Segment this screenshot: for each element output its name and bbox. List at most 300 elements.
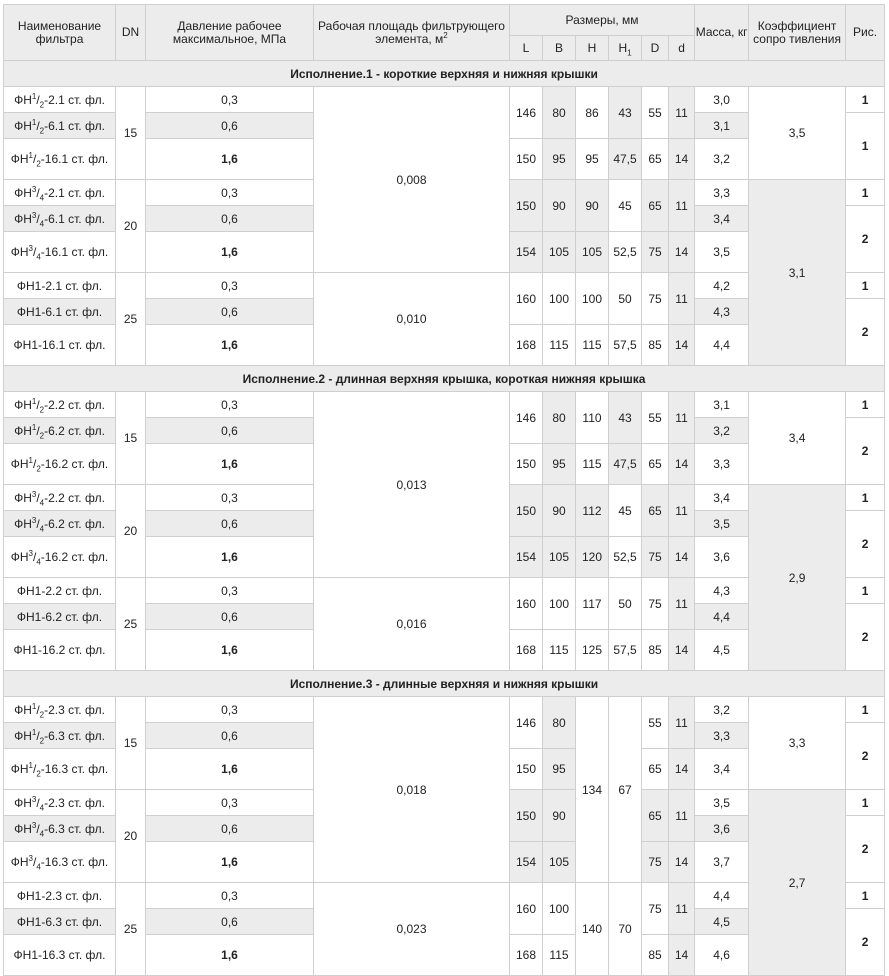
header-B: B <box>543 36 576 61</box>
dim-h1-cell: 52,5 <box>609 537 642 578</box>
filter-name-prefix: ФН <box>10 550 29 564</box>
header-H: H <box>576 36 609 61</box>
filter-name-suffix: -6.2 ст. фл. <box>44 516 105 531</box>
header-area <box>314 5 510 61</box>
header-coef: Коэффициент сопро тивления <box>749 5 846 61</box>
dim-d-cell: 65 <box>642 749 669 790</box>
pressure-cell: 0,6 <box>146 113 314 139</box>
filter-name-suffix: -2.3 ст. фл. <box>44 795 105 810</box>
table-row <box>4 87 885 113</box>
area-cell: 0,013 <box>314 392 510 578</box>
figure-cell: 1 <box>846 485 885 511</box>
dim-d-cell: 65 <box>642 444 669 485</box>
area-cell: 0,010 <box>314 273 510 366</box>
dn-cell: 25 <box>116 273 146 366</box>
figure-cell: 1 <box>846 113 885 180</box>
pressure-cell: 0,3 <box>146 578 314 604</box>
mass-cell: 3,5 <box>695 511 749 537</box>
header-H1-sub: 1 <box>627 47 632 57</box>
pressure-cell: 1,6 <box>146 139 314 180</box>
dim-d-cell: 55 <box>642 392 669 444</box>
dim-d-cell: 75 <box>642 537 669 578</box>
dim-b-cell: 90 <box>543 180 576 232</box>
coef-cell: 3,1 <box>749 180 846 366</box>
dim-b-cell: 95 <box>543 139 576 180</box>
filter-name: $ФН^1/_2-6.1$ ст. фл. <box>4 113 116 139</box>
figure-cell: 2 <box>846 511 885 578</box>
pressure-cell: 1,6 <box>146 444 314 485</box>
filter-name-prefix: ФН1-2.2 ст. фл. <box>16 583 103 598</box>
dim-d-cell: 75 <box>642 232 669 273</box>
filter-name: $ФН^1/_2-6.3$ ст. фл. <box>4 723 116 749</box>
filter-name-sup: 1 <box>31 422 37 432</box>
filter-name-sup: 3 <box>28 549 33 558</box>
filter-name: $ФН^1/_2-2.1$ ст. фл. <box>4 87 116 113</box>
dim-d-cell: 11 <box>669 485 695 537</box>
filter-name-prefix: ФН1-16.1 ст. фл. <box>13 338 106 352</box>
filter-name-suffix: -16.3 ст. фл. <box>40 855 109 869</box>
figure-cell: 1 <box>846 697 885 723</box>
dim-h1-cell: 67 <box>609 697 642 883</box>
dim-d-cell: 75 <box>642 273 669 325</box>
dim-b-cell: 90 <box>543 790 576 842</box>
filter-name-sup: 3 <box>31 210 37 220</box>
dim-b-cell: 80 <box>543 392 576 444</box>
dim-h-cell: 86 <box>576 87 609 139</box>
dim-d-cell: 14 <box>669 232 695 273</box>
dim-d-cell: 11 <box>669 180 695 232</box>
mass-cell: 3,2 <box>695 418 749 444</box>
figure-cell: 2 <box>846 723 885 790</box>
filter-name-sup: 1 <box>31 727 37 737</box>
filter-name-prefix: ФН <box>14 490 32 505</box>
dim-d-cell: 11 <box>669 697 695 749</box>
mass-cell: 3,3 <box>695 723 749 749</box>
filter-name-prefix: ФН <box>14 516 32 531</box>
dim-d-cell: 75 <box>642 883 669 935</box>
dim-h-cell: 105 <box>576 232 609 273</box>
filter-name-prefix: ФН <box>14 728 32 743</box>
pressure-cell: 0,6 <box>146 604 314 630</box>
dim-h-cell: 95 <box>576 139 609 180</box>
header-D: D <box>642 36 669 61</box>
pressure-cell: 0,3 <box>146 273 314 299</box>
header-area-text: Рабочая площадь фильтрующего элемента, м <box>318 18 505 46</box>
filter-name-sup: 3 <box>31 820 37 830</box>
dim-h1-cell: 47,5 <box>609 139 642 180</box>
dim-l-cell: 146 <box>510 87 543 139</box>
figure-cell: 1 <box>846 392 885 418</box>
mass-cell: 4,3 <box>695 299 749 325</box>
pressure-cell: 0,3 <box>146 180 314 206</box>
mass-cell: 3,3 <box>695 180 749 206</box>
dim-d-cell: 65 <box>642 485 669 537</box>
figure-cell: 2 <box>846 816 885 883</box>
dim-d-cell: 14 <box>669 935 695 976</box>
dim-d-cell: 14 <box>669 139 695 180</box>
dim-h-cell: 115 <box>576 325 609 366</box>
figure-cell: 1 <box>846 883 885 909</box>
dn-cell: 25 <box>116 578 146 671</box>
dim-d-cell: 65 <box>642 139 669 180</box>
dn-cell: 15 <box>116 392 146 485</box>
dim-l-cell: 150 <box>510 485 543 537</box>
mass-cell: 4,4 <box>695 604 749 630</box>
mass-cell: 3,1 <box>695 113 749 139</box>
dim-h-cell: 90 <box>576 180 609 232</box>
mass-cell: 3,4 <box>695 749 749 790</box>
dim-d-cell: 11 <box>669 790 695 842</box>
dim-h1-cell: 43 <box>609 392 642 444</box>
mass-cell: 3,2 <box>695 697 749 723</box>
filter-name: $ФН^1/_2-16.1$ ст. фл. <box>4 139 116 180</box>
dim-h1-cell: 57,5 <box>609 325 642 366</box>
dim-h-cell: 115 <box>576 444 609 485</box>
header-pressure: Давление рабочее максимальное, МПа <box>146 5 314 61</box>
filter-name-sup: 1 <box>28 761 33 770</box>
dim-h1-cell: 45 <box>609 485 642 537</box>
dim-b-cell: 115 <box>543 630 576 671</box>
mass-cell: 4,4 <box>695 325 749 366</box>
pressure-cell: 1,6 <box>146 630 314 671</box>
dim-l-cell: 160 <box>510 578 543 630</box>
dim-b-cell: 100 <box>543 273 576 325</box>
dn-cell: 15 <box>116 697 146 790</box>
dim-b-cell: 80 <box>543 697 576 749</box>
filter-name-sub: 4 <box>39 802 45 812</box>
filter-name <box>4 604 116 630</box>
dim-b-cell: 95 <box>543 444 576 485</box>
dim-l-cell: 168 <box>510 325 543 366</box>
dim-b-cell: 100 <box>543 883 576 935</box>
filter-name-prefix: ФН <box>14 397 32 412</box>
filter-name: $ФН^3/_4-2.1$ ст. фл. <box>4 180 116 206</box>
filter-name-suffix: -6.3 ст. фл. <box>44 728 105 743</box>
dim-h-cell: 125 <box>576 630 609 671</box>
filter-name-suffix: -6.1 ст. фл. <box>44 118 105 133</box>
dim-h-cell: 140 <box>576 883 609 976</box>
dim-d-cell: 14 <box>669 537 695 578</box>
coef-cell: 3,5 <box>749 87 846 180</box>
pressure-cell: 0,3 <box>146 790 314 816</box>
pressure-cell: 0,3 <box>146 392 314 418</box>
figure-cell: 1 <box>846 273 885 299</box>
mass-cell: 3,3 <box>695 444 749 485</box>
dim-b-cell: 80 <box>543 87 576 139</box>
filter-name-sub: 2 <box>39 709 45 719</box>
filter-name: $ФН^1/_2-6.2$ ст. фл. <box>4 418 116 444</box>
section-header-row <box>4 366 885 392</box>
dim-d-cell: 11 <box>669 392 695 444</box>
filter-name-sup: 3 <box>31 794 37 804</box>
section-title: Исполнение.1 - короткие верхняя и нижняя крышки <box>4 61 885 87</box>
dim-h1-cell: 57,5 <box>609 630 642 671</box>
dim-b-cell: 95 <box>543 749 576 790</box>
figure-cell: 1 <box>846 578 885 604</box>
dim-d-cell: 11 <box>669 87 695 139</box>
section-header-row <box>4 671 885 697</box>
dim-h-cell: 112 <box>576 485 609 537</box>
header-mass: Масса, кг <box>695 5 749 61</box>
filter-name-prefix: ФН <box>14 423 32 438</box>
dim-d-cell: 85 <box>642 935 669 976</box>
filter-name-sub: 2 <box>36 464 41 474</box>
filter-name-sup: 1 <box>31 701 37 711</box>
pressure-cell: 0,6 <box>146 909 314 935</box>
header-name: Наименование фильтра <box>4 5 116 61</box>
header-fig: Рис. <box>846 5 885 61</box>
dn-cell: 25 <box>116 883 146 976</box>
filter-name-sup: 3 <box>31 184 37 194</box>
pressure-cell: 1,6 <box>146 935 314 976</box>
filter-name-prefix: ФН <box>14 211 32 226</box>
dim-b-cell: 115 <box>543 325 576 366</box>
filter-name-sub: 2 <box>39 125 45 135</box>
filter-name-sub: 2 <box>39 99 45 109</box>
filter-name-suffix: -2.1 ст. фл. <box>44 92 105 107</box>
filter-name-sub: 2 <box>39 404 45 414</box>
filter-name-suffix: -16.2 ст. фл. <box>40 550 109 564</box>
area-cell: 0,018 <box>314 697 510 883</box>
mass-cell: 3,2 <box>695 139 749 180</box>
filter-name: $ФН^1/_2-2.3$ ст. фл. <box>4 697 116 723</box>
filter-name-sub: 4 <box>39 828 45 838</box>
filter-name-sup: 1 <box>31 396 37 406</box>
filter-name: $ФН^3/_4-2.3$ ст. фл. <box>4 790 116 816</box>
mass-cell: 4,4 <box>695 883 749 909</box>
filter-name-sup: 1 <box>31 91 37 101</box>
dim-d-cell: 14 <box>669 630 695 671</box>
filter-name <box>4 578 116 604</box>
dim-d-cell: 75 <box>642 842 669 883</box>
filter-name-sub: 4 <box>36 557 41 567</box>
dim-d-cell: 14 <box>669 749 695 790</box>
pressure-cell: 0,3 <box>146 697 314 723</box>
coef-cell: 2,9 <box>749 485 846 671</box>
dim-b-cell: 105 <box>543 842 576 883</box>
filter-name-sup: 1 <box>28 456 33 465</box>
section-header-row <box>4 61 885 87</box>
filter-name-sub: 4 <box>39 192 45 202</box>
mass-cell: 4,2 <box>695 273 749 299</box>
filter-name-prefix: ФН <box>14 821 32 836</box>
dim-b-cell: 90 <box>543 485 576 537</box>
header-area-sup: 2 <box>443 30 448 40</box>
dim-l-cell: 150 <box>510 180 543 232</box>
filter-name-sub: 2 <box>39 735 45 745</box>
coef-cell: 3,4 <box>749 392 846 485</box>
area-cell: 0,016 <box>314 578 510 671</box>
dim-h1-cell: 50 <box>609 578 642 630</box>
filter-name-suffix: -2.3 ст. фл. <box>44 702 105 717</box>
filter-name: $ФН^1/_2-16.2$ ст. фл. <box>4 444 116 485</box>
filter-name-sup: 3 <box>28 244 33 253</box>
filter-name-suffix: -6.1 ст. фл. <box>44 211 105 226</box>
filter-name <box>4 325 116 366</box>
filter-name-suffix: -2.1 ст. фл. <box>44 185 105 200</box>
figure-cell: 1 <box>846 790 885 816</box>
dim-l-cell: 160 <box>510 273 543 325</box>
filter-name: $ФН^3/_4-6.2$ ст. фл. <box>4 511 116 537</box>
dim-d-cell: 55 <box>642 87 669 139</box>
filter-name: $ФН^3/_4-16.1$ ст. фл. <box>4 232 116 273</box>
pressure-cell: 1,6 <box>146 749 314 790</box>
filter-name-prefix: ФН <box>14 702 32 717</box>
filter-name-prefix: ФН1-6.3 ст. фл. <box>16 914 103 929</box>
header-dimensions: Размеры, мм <box>510 5 695 36</box>
coef-cell: 2,7 <box>749 790 846 976</box>
filter-name-suffix: -2.2 ст. фл. <box>44 397 105 412</box>
filter-name <box>4 630 116 671</box>
mass-cell: 4,3 <box>695 578 749 604</box>
filter-name-suffix: -6.2 ст. фл. <box>44 423 105 438</box>
filter-name-suffix: -16.2 ст. фл. <box>40 457 109 471</box>
filter-name: $ФН^1/_2-16.3$ ст. фл. <box>4 749 116 790</box>
header-L: L <box>510 36 543 61</box>
section-title: Исполнение.2 - длинная верхняя крышка, короткая нижняя крышка <box>4 366 885 392</box>
dim-l-cell: 160 <box>510 883 543 935</box>
dim-d-cell: 85 <box>642 325 669 366</box>
filter-name: $ФН^3/_4-2.2$ ст. фл. <box>4 485 116 511</box>
filter-name-sub: 2 <box>36 159 41 169</box>
filter-name-suffix: -2.2 ст. фл. <box>44 490 105 505</box>
dn-cell: 20 <box>116 180 146 273</box>
figure-cell: 2 <box>846 604 885 671</box>
dim-h-cell: 120 <box>576 537 609 578</box>
dn-cell: 20 <box>116 790 146 883</box>
mass-cell: 3,7 <box>695 842 749 883</box>
figure-cell: 1 <box>846 180 885 206</box>
filter-name-sub: 4 <box>39 218 45 228</box>
filter-spec-table <box>3 4 885 976</box>
header-H1-text: H <box>618 40 628 55</box>
mass-cell: 3,4 <box>695 485 749 511</box>
section-title: Исполнение.3 - длинные верхняя и нижняя крышки <box>4 671 885 697</box>
filter-name-prefix: ФН <box>14 795 32 810</box>
dim-d-cell: 75 <box>642 578 669 630</box>
coef-cell: 3,3 <box>749 697 846 790</box>
pressure-cell: 0,3 <box>146 883 314 909</box>
dim-d-cell: 65 <box>642 180 669 232</box>
filter-name <box>4 273 116 299</box>
filter-name-sub: 2 <box>36 769 41 779</box>
dim-h1-cell: 43 <box>609 87 642 139</box>
filter-name-sub: 4 <box>39 497 45 507</box>
filter-name: $ФН^1/_2-2.2$ ст. фл. <box>4 392 116 418</box>
dim-l-cell: 146 <box>510 392 543 444</box>
mass-cell: 3,6 <box>695 537 749 578</box>
dim-b-cell: 115 <box>543 935 576 976</box>
filter-name-prefix: ФН <box>14 185 32 200</box>
dim-h-cell: 134 <box>576 697 609 883</box>
dim-b-cell: 105 <box>543 537 576 578</box>
filter-name-prefix: ФН <box>10 152 29 166</box>
pressure-cell: 0,6 <box>146 816 314 842</box>
filter-name-sup: 3 <box>31 489 37 499</box>
figure-cell: 2 <box>846 418 885 485</box>
area-cell: 0,008 <box>314 87 510 273</box>
filter-name: $ФН^3/_4-16.3$ ст. фл. <box>4 842 116 883</box>
header-dn: DN <box>116 5 146 61</box>
mass-cell: 3,5 <box>695 790 749 816</box>
dim-d-cell: 55 <box>642 697 669 749</box>
dim-d-cell: 11 <box>669 273 695 325</box>
mass-cell: 4,6 <box>695 935 749 976</box>
dim-l-cell: 150 <box>510 749 543 790</box>
mass-cell: 3,0 <box>695 87 749 113</box>
mass-cell: 3,5 <box>695 232 749 273</box>
pressure-cell: 0,3 <box>146 485 314 511</box>
mass-cell: 4,5 <box>695 630 749 671</box>
dim-h-cell: 117 <box>576 578 609 630</box>
pressure-cell: 1,6 <box>146 842 314 883</box>
dim-d-cell: 11 <box>669 883 695 935</box>
filter-name-prefix: ФН <box>10 855 29 869</box>
dim-b-cell: 100 <box>543 578 576 630</box>
filter-name-prefix: ФН <box>10 762 29 776</box>
filter-name-suffix: -16.1 ст. фл. <box>40 245 109 259</box>
filter-name-suffix: -6.3 ст. фл. <box>44 821 105 836</box>
pressure-cell: 0,6 <box>146 511 314 537</box>
pressure-cell: 1,6 <box>146 325 314 366</box>
dim-h-cell: 100 <box>576 273 609 325</box>
area-cell: 0,023 <box>314 883 510 976</box>
filter-name-prefix: ФН1-16.2 ст. фл. <box>13 643 106 657</box>
filter-name-sub: 4 <box>36 252 41 262</box>
filter-name: $ФН^3/_4-6.3$ ст. фл. <box>4 816 116 842</box>
dim-l-cell: 154 <box>510 537 543 578</box>
mass-cell: 3,6 <box>695 816 749 842</box>
pressure-cell: 0,6 <box>146 418 314 444</box>
dim-l-cell: 168 <box>510 935 543 976</box>
dim-d-cell: 11 <box>669 578 695 630</box>
header-d: d <box>669 36 695 61</box>
mass-cell: 3,4 <box>695 206 749 232</box>
mass-cell: 4,5 <box>695 909 749 935</box>
filter-name <box>4 935 116 976</box>
filter-name-prefix: ФН1-2.3 ст. фл. <box>16 888 103 903</box>
dim-d-cell: 14 <box>669 444 695 485</box>
dim-l-cell: 150 <box>510 139 543 180</box>
dim-h-cell: 110 <box>576 392 609 444</box>
filter-name-sub: 2 <box>39 430 45 440</box>
dim-d-cell: 14 <box>669 325 695 366</box>
dim-h1-cell: 47,5 <box>609 444 642 485</box>
dim-l-cell: 150 <box>510 790 543 842</box>
mass-cell: 3,1 <box>695 392 749 418</box>
figure-cell: 2 <box>846 299 885 366</box>
dim-b-cell: 105 <box>543 232 576 273</box>
filter-name: $ФН^3/_4-6.1$ ст. фл. <box>4 206 116 232</box>
header-H1 <box>609 36 642 61</box>
dim-h1-cell: 52,5 <box>609 232 642 273</box>
dim-l-cell: 168 <box>510 630 543 671</box>
figure-cell: 2 <box>846 206 885 273</box>
pressure-cell: 0,6 <box>146 206 314 232</box>
filter-name-prefix: ФН1-6.2 ст. фл. <box>16 609 103 624</box>
dim-l-cell: 146 <box>510 697 543 749</box>
dim-d-cell: 85 <box>642 630 669 671</box>
pressure-cell: 0,6 <box>146 299 314 325</box>
figure-cell: 2 <box>846 909 885 976</box>
dim-l-cell: 154 <box>510 232 543 273</box>
filter-name-suffix: -16.1 ст. фл. <box>40 152 109 166</box>
pressure-cell: 1,6 <box>146 537 314 578</box>
filter-name-prefix: ФН <box>10 457 29 471</box>
filter-name-prefix: ФН1-6.1 ст. фл. <box>16 304 103 319</box>
filter-name <box>4 299 116 325</box>
dim-l-cell: 154 <box>510 842 543 883</box>
